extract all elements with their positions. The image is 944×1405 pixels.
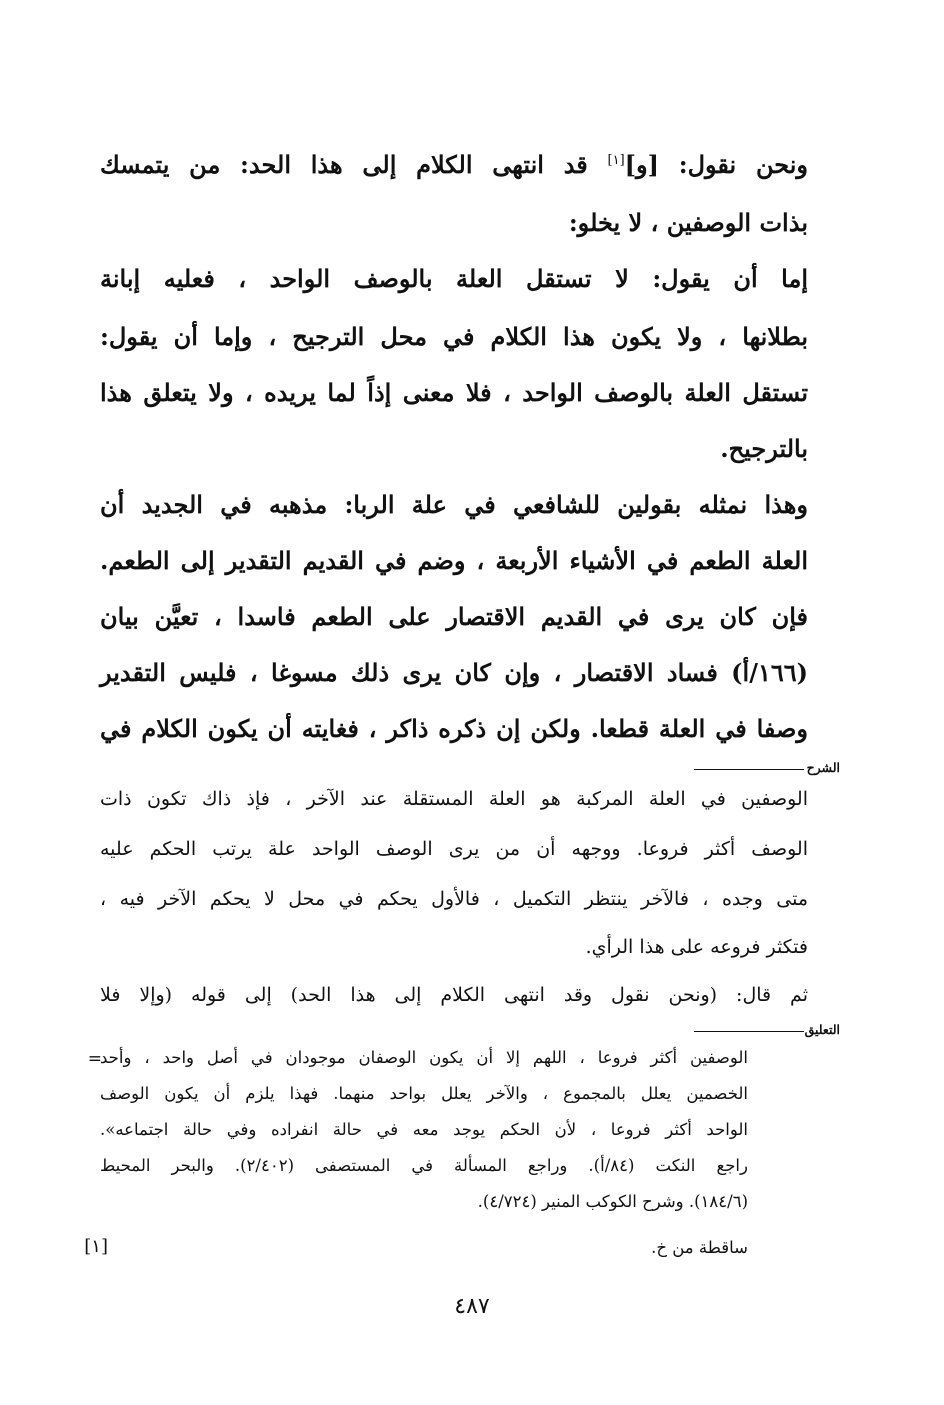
taliq-text-line: الخصمين يعلل بالمجموع ، والآخر يعلل بواحد منهما. فهذا يلزم أن يكون الوصف xyxy=(100,1084,748,1103)
sharh-text-line: الوصف أكثر فروعا. ووجهه أن من يرى الوصف الواحد علة يرتب الحكم عليه xyxy=(100,838,808,860)
main-text-line: ونحن نقول: [و][١] قد انتهى الكلام إلى هذا الحد: من يتمسك xyxy=(100,150,808,179)
main-text-line: فإن كان يرى في القديم الاقتصار على الطعم فاسدا ، تعيَّن بيان xyxy=(100,602,808,631)
taliq-text-line: الواحد أكثر فروعا ، لأن الحكم يوجد معه في حالة انفراده وفي حالة اجتماعه». xyxy=(100,1120,748,1139)
sharh-text-line: ثم قال: (ونحن نقول وقد انتهى الكلام إلى هذا الحد) إلى قوله (وإلا فلا xyxy=(100,984,808,1006)
main-text-line: إما أن يقول: لا تستقل العلة بالوصف الواحد ، فعليه إبانة xyxy=(100,264,808,293)
taliq-text-line: (١٨٤/٦). وشرح الكوكب المنير (٤/٧٢٤). xyxy=(477,1192,748,1211)
taliq-text-line: الوصفين أكثر فروعا ، اللهم إلا أن يكون الوصفان موجودان في أصل واحد ، وأحد xyxy=(100,1048,748,1067)
sharh-text-line: فتكثر فروعه على هذا الرأي. xyxy=(585,936,808,958)
main-text-line: العلة الطعم في الأشياء الأربعة ، وضم في القديم التقدير إلى الطعم. xyxy=(100,546,809,575)
main-text-line: بذات الوصفين ، لا يخلو: xyxy=(568,208,808,237)
footnote-text: ساقطة من خ. xyxy=(651,1238,748,1257)
main-text-line: (١٦٦/أ) فساد الاقتصار ، وإن كان يرى ذلك مسوغا ، فليس التقدير xyxy=(100,658,808,687)
main-text-line: تستقل العلة بالوصف الواحد ، فلا معنى إذاً لما يريده ، ولا يتعلق هذا xyxy=(100,378,808,407)
main-text-line: بالترجيح. xyxy=(720,434,808,463)
main-text-line: بطلانها ، ولا يكون هذا الكلام في محل الترجيح ، وإما أن يقول: xyxy=(100,322,808,351)
sharh-text-line: متى وجده ، فالآخر ينتظر التكميل ، فالأول يحكم في محل لا يحكم الآخر فيه ، xyxy=(100,888,808,910)
sharh-label: الشرح xyxy=(806,760,840,775)
taliq-text-line: راجع النكت (٨٤/أ). وراجع المسألة في المستصفى (٢/٤٠٢). والبحر المحيط xyxy=(100,1156,748,1175)
page-number: ٤٨٧ xyxy=(454,1294,490,1319)
sharh-text-line: الوصفين في العلة المركبة هو العلة المستقلة عند الآخر ، فإذ ذاك تكون ذات xyxy=(100,788,808,810)
main-text-line: وصفا في العلة قطعا. ولكن إن ذكره ذاكر ، فغايته أن يكون الكلام في xyxy=(100,714,808,743)
continuation-marker: = xyxy=(87,1049,102,1069)
sharh-divider xyxy=(694,769,804,770)
taliq-divider xyxy=(694,1031,804,1032)
main-text-line: وهذا نمثله بقولين للشافعي في علة الربا: مذهبه في الجديد أن xyxy=(100,490,808,519)
taliq-label: التعليق xyxy=(804,1022,840,1037)
footnote-number: [١] xyxy=(84,1236,108,1257)
footnote-ref: [١] xyxy=(607,153,625,168)
